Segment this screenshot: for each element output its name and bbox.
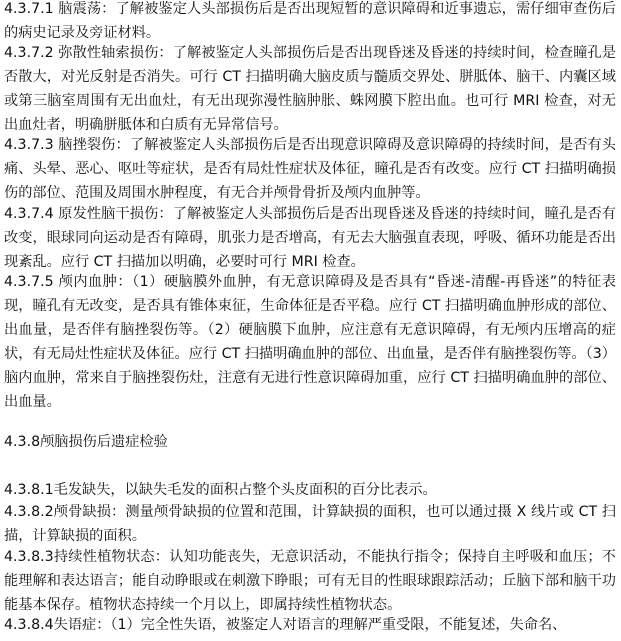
section-4-3-8-4-aphasia: 4.3.8.4失语症：（1）完全性失语，被鉴定人对语言的理解严重受限，不能复述，失命名、 (4, 617, 567, 633)
section-4-3-8-1-hair-loss: 4.3.8.1毛发缺失，以缺失毛发的面积占整个头皮面积的百分比表示。 (4, 482, 437, 498)
section-4-3-8-3-vegetative-state: 4.3.8.3持续性植物状态：认知功能丧失，无意识活动，不能执行指令；保持自主呼吸和血压；不能理解和表达语言；能自动睁眼或在刺激下睁眼；可有无目的性眼球跟踪活动；丘脑下部和脑干功能基本保存。植物状态持续一个月以上，即属持续性植物状态。 (4, 549, 616, 613)
section-4-3-7-5-intracranial-hematoma: 4.3.7.5 颅内血肿：（1）硬脑膜外血肿，有无意识障碍及是否具有“昏迷-清醒-再昏迷”的特征表现，瞳孔有无改变，是否具有锥体束征，生命体征是否平稳。应行 CT 扫描明确血肿形成的部位、出血量，是否伴有脑挫裂伤等。（2）硬脑膜下血肿，应注意有无意识障碍，有无颅内压增高的症状，有无局灶性症状及体征。应行 CT 扫描明确血肿的部位、出血量，是否伴有脑挫裂伤等。（3）脑内血肿，常来自于脑挫裂伤灶，注意有无进行性意识障碍加重，应行 CT 扫描明确血肿的部位、出血量。 (4, 274, 616, 410)
section-4-3-7-4-brainstem-injury: 4.3.7.4 原发性脑干损伤：了解被鉴定人头部损伤后是否出现昏迷及昏迷的持续时间，瞳孔是否有改变，眼球同向运动是否有障碍，肌张力是否增高，有无去大脑强直表现，呼吸、循环功能是否出现紊乱。应行 CT 扫描加以明确，必要时可行 MRI 检查。 (4, 206, 616, 270)
section-4-3-7-3-brain-contusion: 4.3.7.3 脑挫裂伤：了解被鉴定人头部损伤后是否出现意识障碍及意识障碍的持续时间，是否有头痛、头晕、恶心、呕吐等症状，是否有局灶性症状及体征，瞳孔是否有改变。应行 CT 扫描明确损伤的部位、范围及周围水肿程度，有无合并颅骨骨折及颅内血肿等。 (4, 137, 616, 201)
section-4-3-7-2-diffuse-axonal-injury: 4.3.7.2 弥散性轴索损伤：了解被鉴定人头部损伤后是否出现昏迷及昏迷的持续时间，检查瞳孔是否散大，对光反射是否消失。可行 CT 扫描明确大脑皮质与髓质交界处、胼胝体、脑干、内囊区域或第三脑室周围有无出血灶，有无出现弥漫性脑肿胀、蛛网膜下腔出血。也可行 MRI 检查，对无出血灶者，明确胼胝体和白质有无异常信号。 (4, 45, 616, 133)
section-4-3-8-heading: 4.3.8颅脑损伤后遗症检验 (4, 434, 168, 450)
section-4-3-7-1-concussion: 4.3.7.1 脑震荡：了解被鉴定人头部损伤后是否出现短暂的意识障碍和近事遗忘，需仔细审查伤后的病史记录及旁证材料。 (4, 1, 616, 41)
section-4-3-8-2-skull-defect: 4.3.8.2颅骨缺损：测量颅骨缺损的位置和范围，计算缺损的面积，也可以通过摄 X 线片或 CT 扫描，计算缺损的面积。 (4, 504, 616, 544)
